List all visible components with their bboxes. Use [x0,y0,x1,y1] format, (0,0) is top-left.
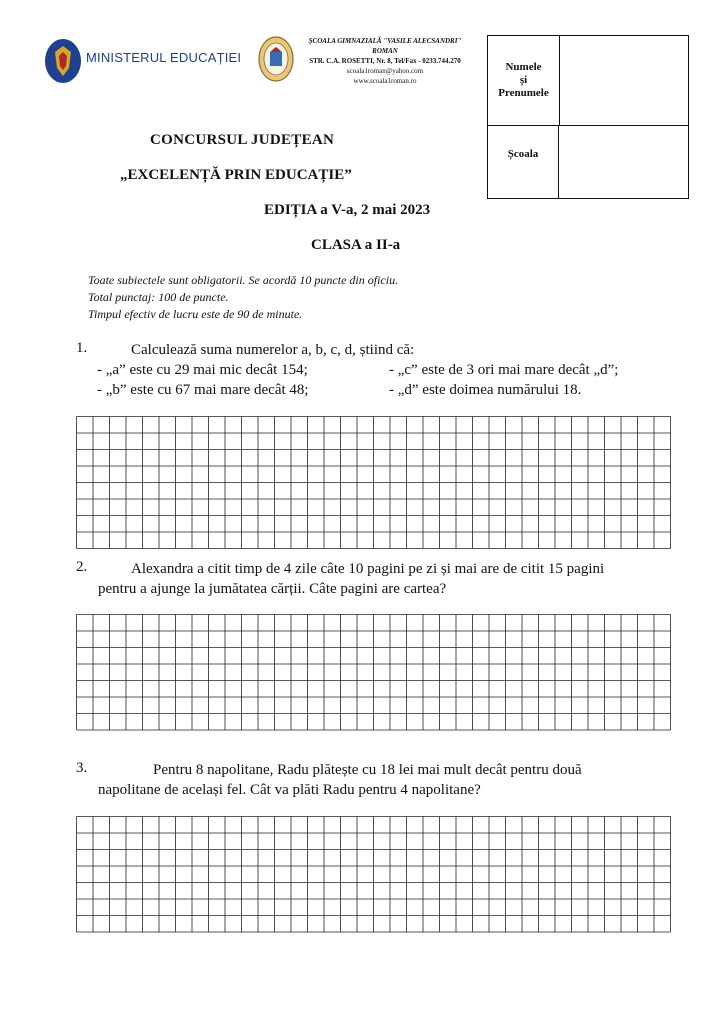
name-row [488,36,688,126]
question-3-number: 3. [76,760,88,776]
instructions [88,272,398,323]
edition-date: EDIȚIA a V-a, 2 mai 2023 [264,202,431,218]
school-address: STR. C.A. ROSETTI, Nr. 8, Tel/Fax - 0233.744.270 [309,57,461,65]
instruction-line: Total punctaj: 100 de puncte. [88,290,229,304]
school-crest-logo [258,36,294,82]
answer-grid-question-1[interactable] [76,416,674,550]
ministry-name: MINISTERUL EDUCAȚIEI [86,50,242,65]
question-1-condition-b: - „b” este cu 67 mai mare decât 48; [97,382,309,398]
ministry-coat-of-arms-logo [44,38,82,84]
question-1-number: 1. [76,340,88,356]
school-website: www.scoala1roman.ro [353,77,417,85]
school-label: Școala [488,126,559,198]
school-email: scoala1roman@yahoo.com [346,67,424,75]
grade-level: CLASA a II-a [311,237,401,253]
instruction-line: Timpul efectiv de lucru este de 90 de minute. [88,307,303,321]
contest-title: CONCURSUL JUDEȚEAN [150,132,335,148]
question-3-text-line-2: napolitane de același fel. Cât va plăti Radu pentru 4 napolitane? [98,782,481,798]
question-1-condition-c: - „c” este de 3 ori mai mare decât „d”; [389,362,619,378]
question-2-text-line-1: Alexandra a citit timp de 4 zile câte 10 pagini pe zi și mai are de citit 15 pagini [131,561,605,577]
instruction-line: Toate subiectele sunt obligatorii. Se acordă 10 puncte din oficiu. [88,273,399,287]
question-2-number: 2. [76,559,88,575]
contest-subtitle: „EXCELENȚĂ PRIN EDUCAȚIE” [120,167,352,183]
student-identification-box [487,35,689,199]
question-1-condition-d: - „d” este doimea numărului 18. [389,382,582,398]
question-1-condition-a: - „a” este cu 29 mai mic decât 154; [97,362,308,378]
answer-grid-question-3[interactable] [76,816,674,940]
school-row [488,126,688,198]
school-contact-block [300,36,470,86]
question-1-text: Calculează suma numerelor a, b, c, d, știind că: [131,342,415,358]
question-3-text-line-1: Pentru 8 napolitane, Radu plătește cu 18 lei mai mult decât pentru două [153,762,582,778]
school-city: ROMAN [372,47,398,55]
question-2-text-line-2: pentru a ajunge la jumătatea cărții. Câte pagini are cartea? [98,581,447,597]
school-name: ȘCOALA GIMNAZIALĂ "VASILE ALECSANDRI" [308,37,462,45]
name-label: Numele și Prenumele [488,36,560,125]
answer-grid-question-2[interactable] [76,614,674,732]
